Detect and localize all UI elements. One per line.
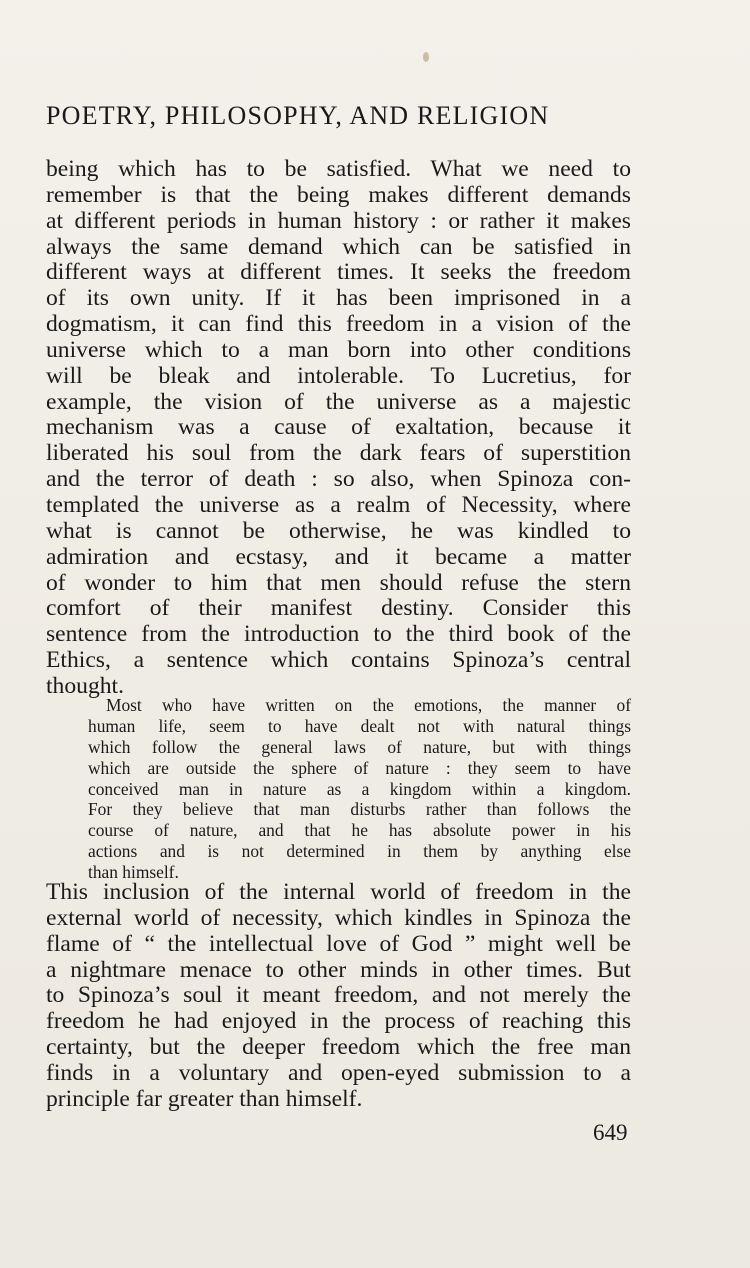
text-line: what is cannot be otherwise, he was kindled to <box>46 517 631 544</box>
text-line: thought. <box>46 672 124 699</box>
block-quotation <box>88 695 631 883</box>
text-line: dogmatism, it can find this freedom in a vision of the <box>46 311 631 338</box>
text-line: to Spinoza’s soul it meant freedom, and not merely the <box>46 982 631 1009</box>
text-line: at different periods in human history : or rather it makes <box>46 207 631 234</box>
quote-line: which are outside the sphere of nature : they seem to have <box>88 757 631 778</box>
text-line: freedom he had enjoyed in the process of reaching this <box>46 1008 631 1035</box>
paper-speck <box>423 52 429 62</box>
text-line: universe which to a man born into other conditions <box>46 336 631 363</box>
text-line: example, the vision of the universe as a majestic <box>46 388 631 415</box>
text-line: external world of necessity, which kindles in Spinoza the <box>46 904 631 931</box>
text-line: different ways at different times. It seeks the freedom <box>46 259 631 286</box>
text-line: being which has to be satisfied. What we need to <box>46 156 631 182</box>
text-line: a nightmare menace to other minds in other times. But <box>46 956 631 983</box>
page-number: 649 <box>593 1120 628 1145</box>
text-line: and the terror of death : so also, when Spinoza con- <box>46 466 631 493</box>
text-line: finds in a voluntary and open-eyed submission to a <box>46 1059 631 1086</box>
text-line: always the same demand which can be satisfied in <box>46 233 631 260</box>
text-line: flame of “ the intellectual love of God ” might well be <box>46 930 631 957</box>
text-line: admiration and ecstasy, and it became a matter <box>46 543 631 570</box>
quote-line: course of nature, and that he has absolute power in his <box>88 820 631 841</box>
paragraph-2 <box>46 880 631 1113</box>
quote-line: which follow the general laws of nature, but with things <box>88 736 631 757</box>
paragraph-1 <box>46 157 631 700</box>
quote-line: conceived man in nature as a kingdom within a kingdom. <box>88 778 631 799</box>
quote-line: Most who have written on the emotions, the manner of <box>106 695 631 715</box>
text-line: certainty, but the deeper freedom which the free man <box>46 1034 631 1061</box>
text-line: remember is that the being makes different demands <box>46 181 631 208</box>
text-line: of its own unity. If it has been imprisoned in a <box>46 285 631 312</box>
text-line: mechanism was a cause of exaltation, because it <box>46 414 631 441</box>
text-line: templated the universe as a realm of Necessity, where <box>46 491 631 518</box>
running-head: POETRY, PHILOSOPHY, AND RELIGION <box>46 101 550 130</box>
quote-line: actions and is not determined in them by anything else <box>88 841 631 862</box>
text-line: principle far greater than himself. <box>46 1085 363 1112</box>
quote-line: than himself. <box>88 862 179 883</box>
quote-line: For they believe that man disturbs rather than follows the <box>88 799 631 820</box>
text-line: Ethics, a sentence which contains Spinoza’s central <box>46 647 631 674</box>
text-line: This inclusion of the internal world of freedom in the <box>46 879 631 905</box>
quote-line: human life, seem to have dealt not with natural things <box>88 715 631 736</box>
text-line: liberated his soul from the dark fears of superstition <box>46 440 631 467</box>
text-line: sentence from the introduction to the third book of the <box>46 621 631 648</box>
text-line: will be bleak and intolerable. To Lucretius, for <box>46 362 631 389</box>
text-line: of wonder to him that men should refuse the stern <box>46 569 631 596</box>
text-line: comfort of their manifest destiny. Consider this <box>46 595 631 622</box>
